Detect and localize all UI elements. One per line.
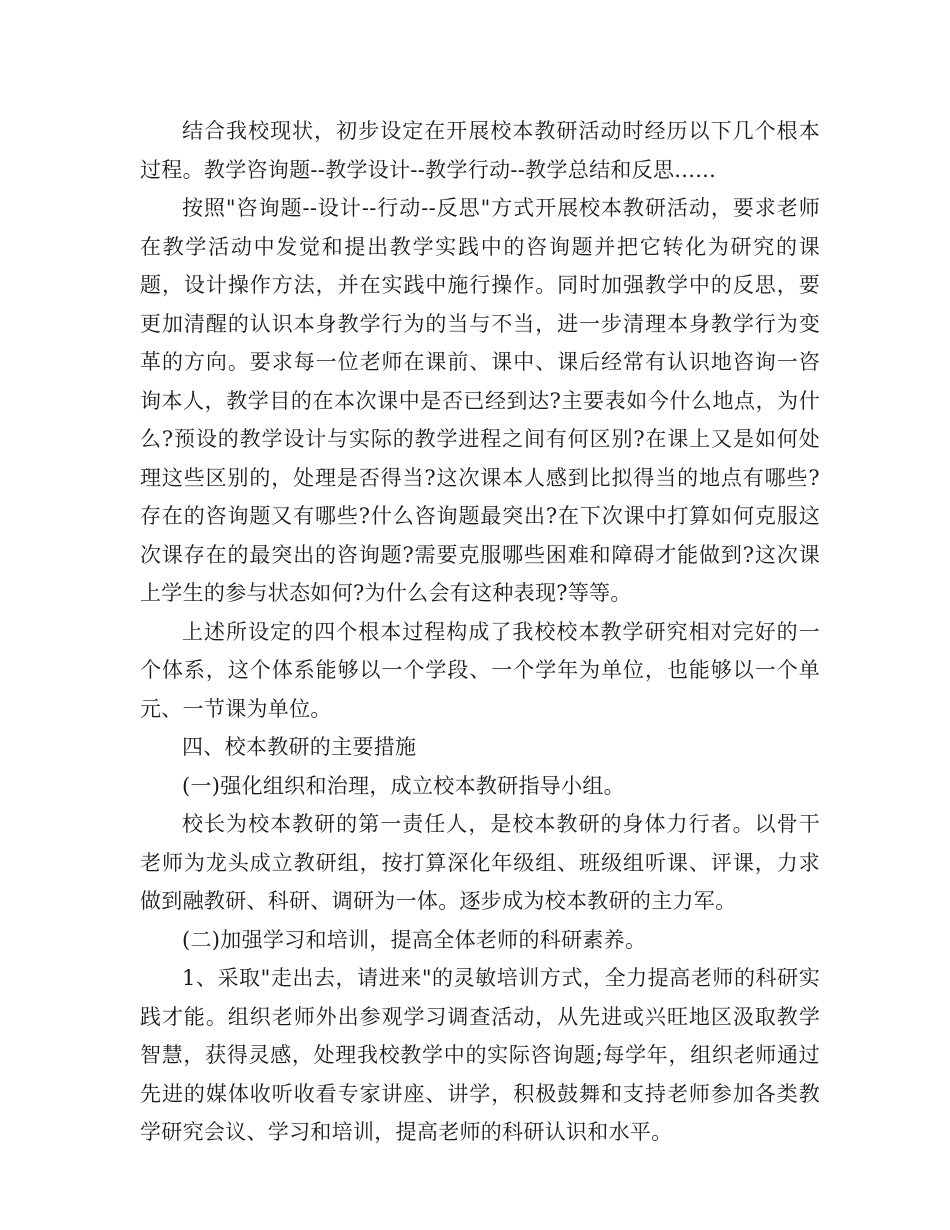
paragraph-training-method: 1、采取"走出去，请进来"的灵敏培训方式，全力提高老师的科研实践才能。组织老师外出参观学习调查活动，从先进或兴旺地区汲取教学智慧，获得灵感，处理我校教学中的实际咨询题;每学年，组织老师通过先进的媒体收听收看专家讲座、讲学，积极鼓舞和支持老师参加各类教学研究会议、学习和培训，提高老师的科研认识和水平。 [140,966,820,1144]
paragraph-principal-role: 校长为校本教研的第一责任人，是校本教研的身体力行者。以骨干老师为龙头成立教研组，按打算深化年级组、班级组听课、评课，力求做到融教研、科研、调研为一体。逐步成为校本教研的主力军。 [140,812,820,913]
subheading-training: (二)加强学习和培训，提高全体老师的科研素养。 [182,927,647,952]
paragraph-method-description: 按照"咨询题--设计--行动--反思"方式开展校本教研活动，要求老师在教学活动中发觉和提出教学实践中的咨询题并把它转化为研究的课题，设计操作方法，并在实践中施行操作。同时加强教学中的反思，要更加清醒的认识本身教学行为的当与不当，进一步清理本身教学行为变革的方向。要求每一位老师在课前、课中、课后经常有认识地咨询一咨询本人，教学目的在本次课中是否已经到达?主要表如今什么地点，为什么?预设的教学设计与实际的教学进程之间有何区别?在课上又是如何处理这些区别的，处理是否得当?这次课本人感到比拟得当的地点有哪些?存在的咨询题又有哪些?什么咨询题最突出?在下次课中打算如何克服这次课存在的最突出的咨询题?需要克服哪些困难和障碍才能做到?这次课上学生的参与状态如何?为什么会有这种表现?等等。 [140,196,820,605]
section-heading-measures: 四、校本教研的主要措施 [182,735,417,759]
document-body [140,112,820,1152]
paragraph-system-summary: 上述所设定的四个根本过程构成了我校校本教学研究相对完好的一个体系，这个体系能够以一个学段、一个学年为单位，也能够以一个单元、一节课为单位。 [140,619,820,721]
paragraph-process-overview: 结合我校现状，初步设定在开展校本教研活动时经历以下几个根本过程。教学咨询题--教学设计--教学行动--教学总结和反思...... [140,119,820,182]
subheading-organization: (一)强化组织和治理，成立校本教研指导小组。 [182,773,625,798]
